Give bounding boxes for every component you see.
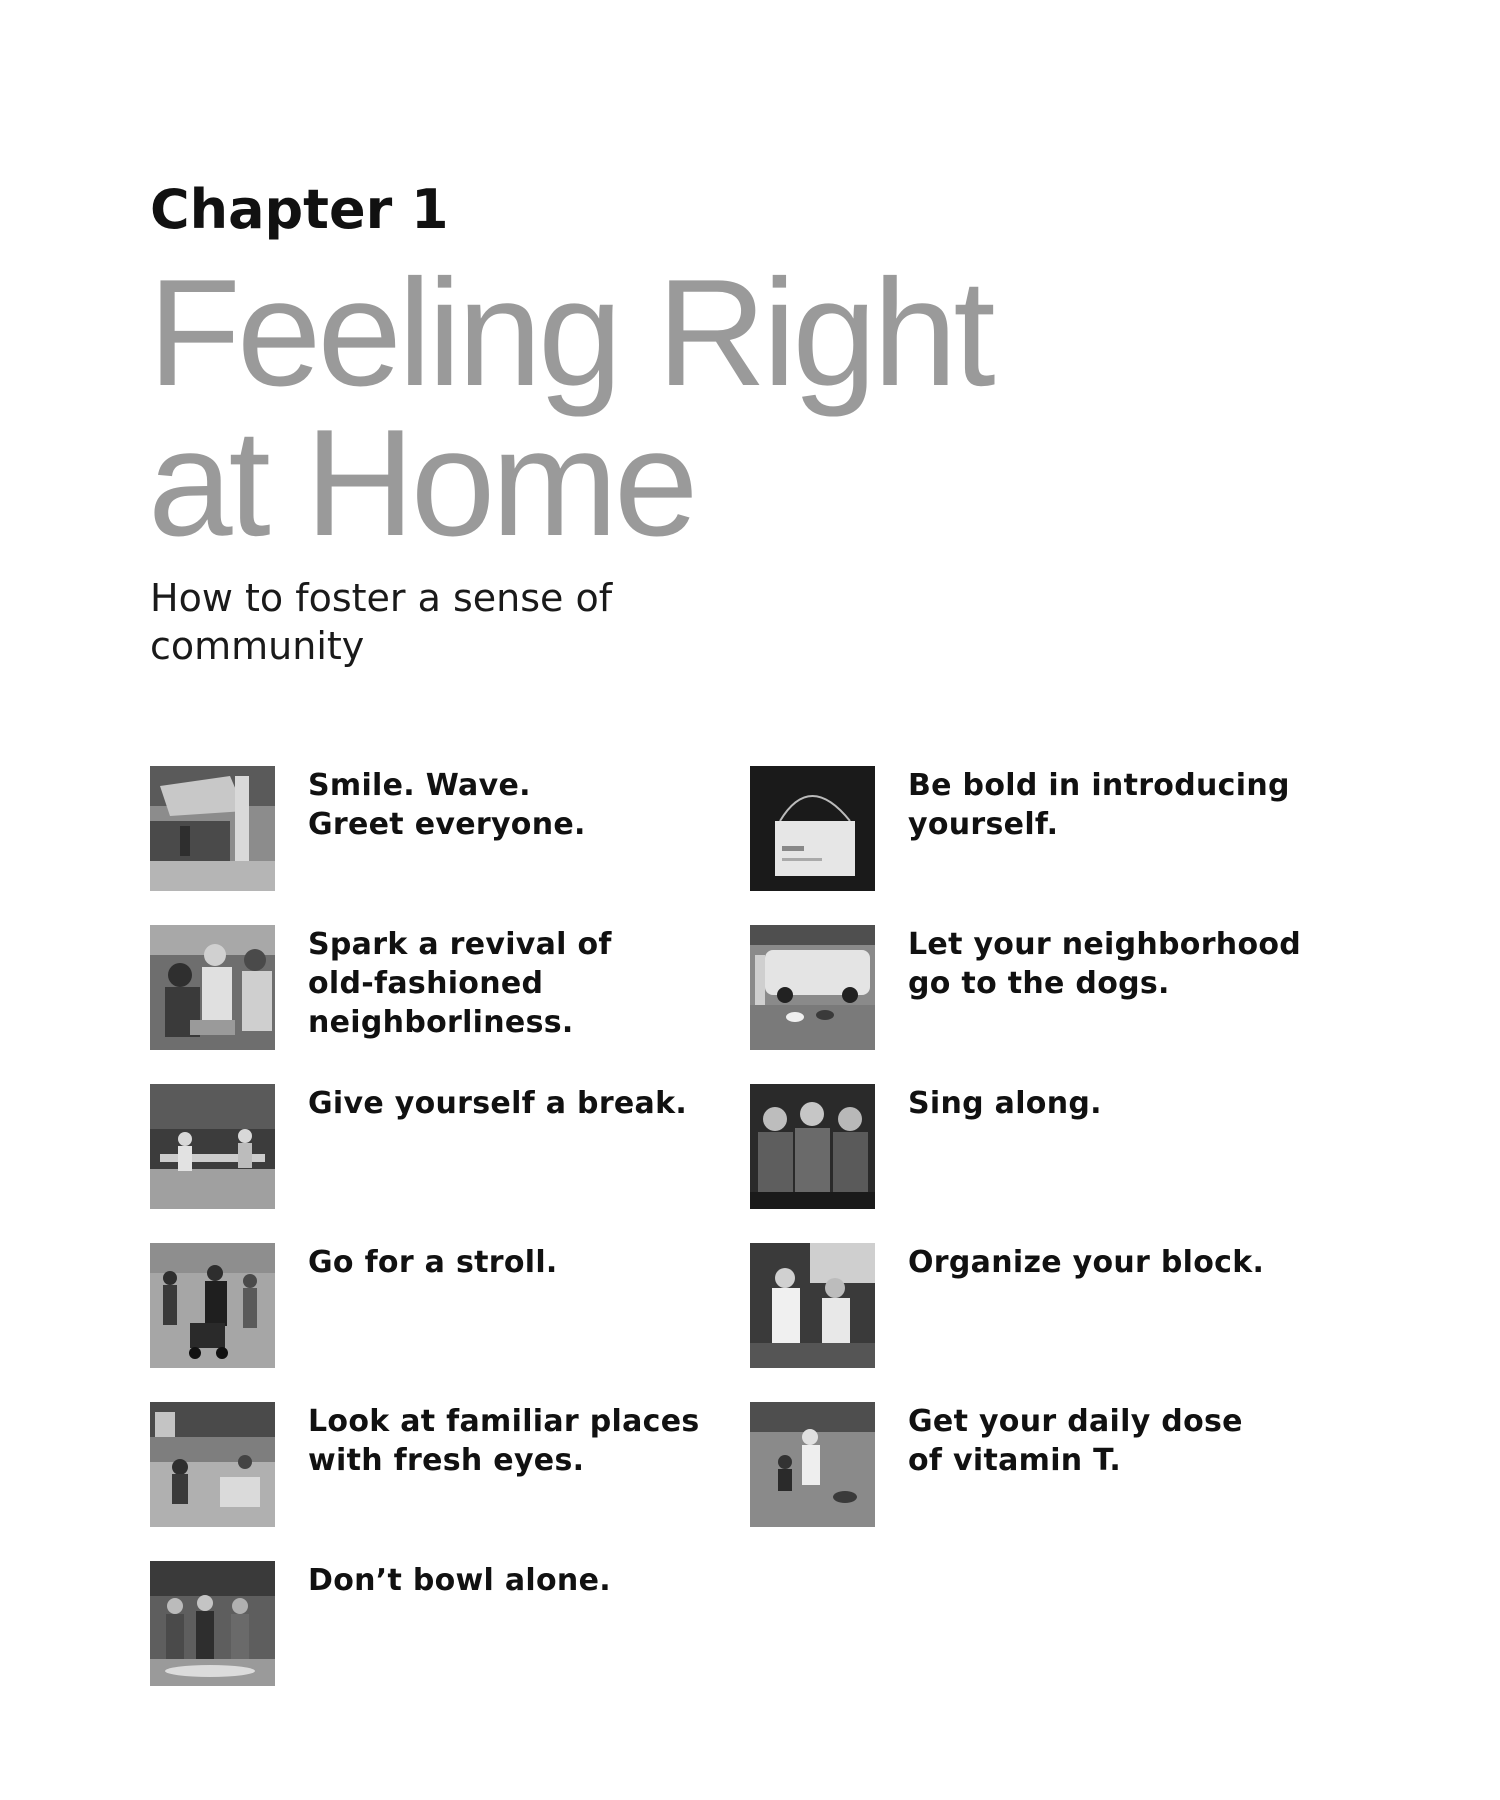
tip-item [150,1402,710,1528]
tip-text: Let your neighborhood go to the dogs. [908,927,1302,1001]
tip-item [750,925,1310,1051]
chapter-title-line-2: at Home [148,398,695,568]
tip-item [150,925,710,1051]
street-scene-photo [150,1402,275,1527]
tip-item [150,766,710,892]
chapter-subtitle: How to foster a sense of community [150,576,613,668]
tip-text: Spark a revival of old-fashioned neighborliness. [308,927,612,1040]
tip-item [150,1084,710,1210]
tip-text: Give yourself a break. [308,1086,688,1121]
tip-item [150,1561,710,1687]
tip-text: Organize your block. [908,1245,1265,1280]
tip-text: Look at familiar places with fresh eyes. [308,1404,700,1478]
tip-text: Get your daily dose of vitamin T. [908,1404,1243,1478]
tip-text: Go for a stroll. [308,1245,558,1280]
tip-text: Sing along. [908,1086,1102,1121]
tip-item [750,766,1310,892]
park-lawn-photo [750,1402,875,1527]
name-tag-photo [750,766,875,891]
chapter-title-line-1: Feeling Right [148,248,992,418]
street-cafe-photo [150,766,275,891]
park-bench-photo [150,1084,275,1209]
tip-text: Don’t bowl alone. [308,1563,611,1598]
dogs-on-street-photo [750,925,875,1050]
tip-text: Be bold in introducing yourself. [908,768,1290,842]
tip-item [150,1243,710,1369]
tip-item [750,1084,1310,1210]
block-party-photo [750,1243,875,1368]
chapter-title [148,248,1248,568]
children-singing-photo [750,1084,875,1209]
neighbors-chatting-photo [150,925,275,1050]
tip-text: Smile. Wave. Greet everyone. [308,768,586,842]
group-outing-photo [150,1561,275,1686]
tip-item [750,1243,1310,1369]
chapter-label: Chapter 1 [150,178,449,241]
tip-item [750,1402,1310,1528]
strolling-crowd-photo [150,1243,275,1368]
